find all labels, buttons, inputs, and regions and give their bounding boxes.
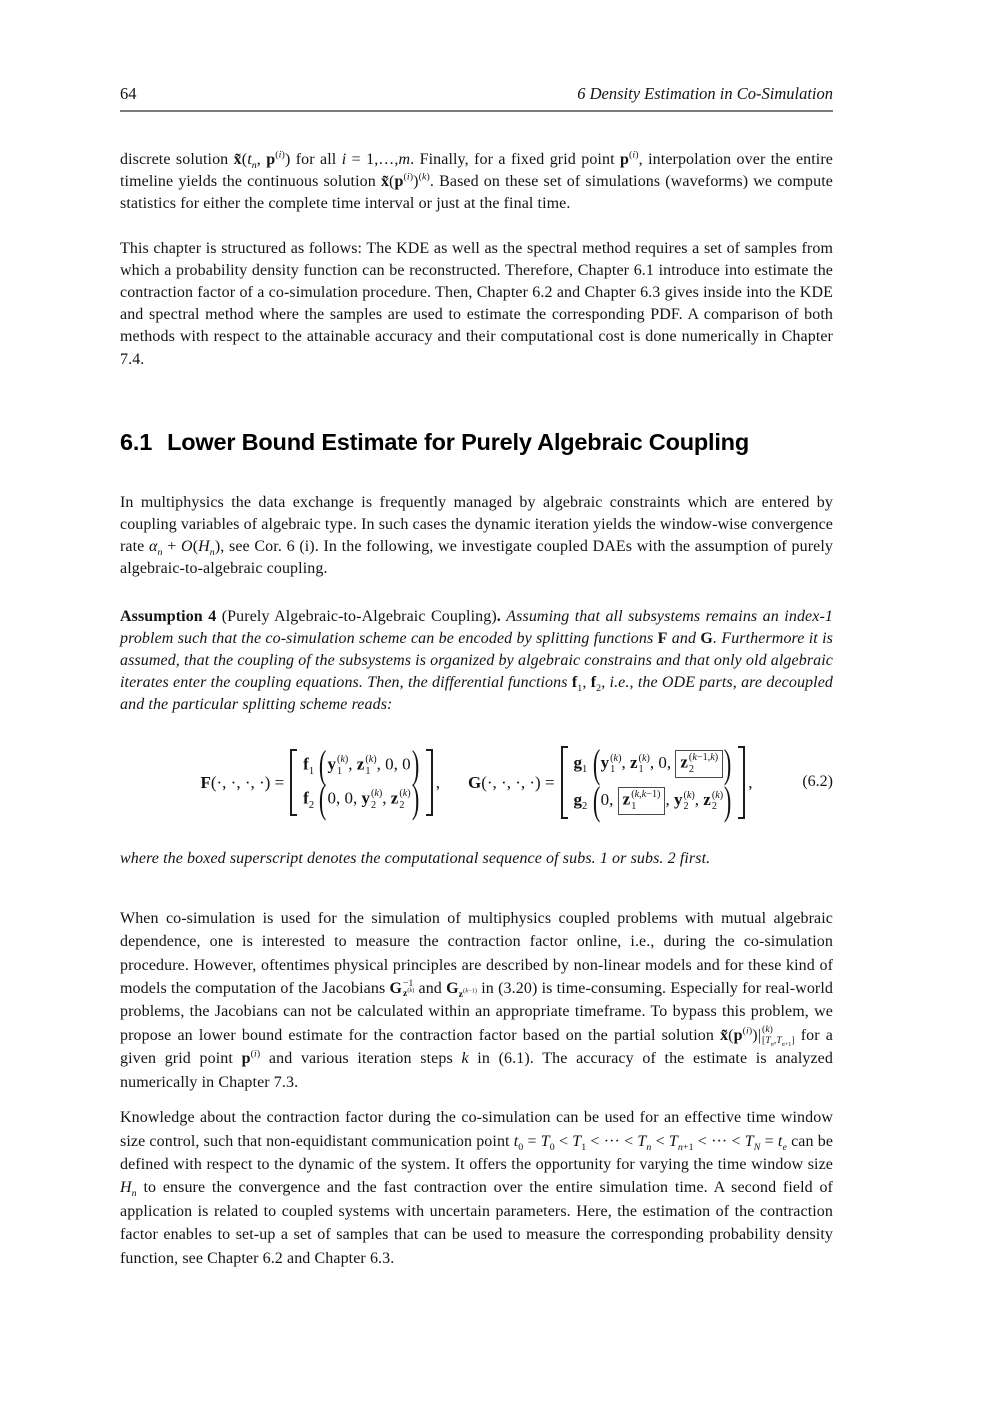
page-number: 64 (120, 84, 137, 103)
left-bracket (561, 746, 568, 819)
section-number: 6.1 (120, 428, 153, 455)
paragraph-continuation: discrete solution $x̃(t_n$, $p^{(i)}$) for all i = 1,…,m. Finally, for a fixed grid point $p^{(i)}$, interpolation over the entire timeline yields the continuous solution $x̃(p^{(i)})^{(k)}$. Based on these set of simulations (waveforms) we compute statistics for either the complete time interval or just at the final time. (120, 149, 833, 213)
equation-6-2 (120, 733, 833, 833)
equation-comma: , (435, 772, 440, 792)
paragraph-chapter-structure: This chapter is structured as follows: The KDE as well as the spectral method requires a set of samples from which a probability density function can be reconstructed. Therefore, Chapter 6.1 introduce into estimate the contraction factor of a co-simulation procedure. Then, Chapter 6.2 and Chapter 6.3 gives inside into the KDE and spectral method where the samples are used to estimate the corresponding PDF. A comparison of both methods with respect to the attainable accuracy and their computational cost is done numerically in Chapter 7.4. (120, 239, 833, 368)
running-chapter-title: 6 Density Estimation in Co-Simulation (577, 84, 833, 103)
equation-lhs-F: F(·, ·, ·, ·) = (200, 772, 285, 792)
matrix-F (290, 741, 433, 822)
right-bracket (738, 746, 745, 819)
header-rule (120, 110, 833, 112)
paragraph-multiphysics: In multiphysics the data exchange is frequently managed by algebraic constraints which are entered by coupling variables of algebraic type. In such cases the dynamic iteration yields the window-wise convergence rate $\alpha_n + O(H_n)$, see Cor. 6 (i). In the following, we investigate coupled DAEs with the assumption of purely algebraic-to-algebraic coupling. (120, 493, 833, 578)
equation-lhs-G: G(·, ·, ·, ·) = (468, 772, 555, 792)
section-heading (120, 429, 833, 456)
equation-comma: , (748, 772, 753, 792)
assumption-block: Assumption 4 (Purely Algebraic-to-Algebraic Coupling). Assuming that all subsystems remains an index-1 problem such that the co-simulation scheme can be encoded by splitting functions F and G. Furthermore it is assumed, that the coupling of the subsystems is organized by algebraic constrains and that only old algebraic iterates enter the coupling equations. Then, the differential functions $f_1$, $f_2$, i.e., the ODE parts, are decoupled and the particular splitting scheme reads: (120, 607, 834, 714)
paragraph-contraction-factor: When co-simulation is used for the simulation of multiphysics coupled problems with mutual algebraic dependence, one is interested to measure the contraction factor online, i.e., during the co-simulation procedure. However, oftentimes physical principles are described by non-linear models and for these kind of models the computation of the Jacobians G −1 $z^{(k)}$ and $G_{z^{(k-1)}}$ in (3.20) is time-consuming. Especially for real-world problems, the Jacobians can not be calculated within an appropriate timeframe. To bypass this problem, we propose an lower bound estimate for the contraction factor based on the partial solution $x̃(p^{(i)})|$ (k) $[T_n,T_{n+1}]$ for a given grid point $p^{(i)}$ and various iteration steps k in (6.1). The accuracy of the estimate is analyzed numerically in Chapter 7.3. (120, 909, 833, 1091)
right-bracket (426, 749, 433, 816)
matrix-G-row-2: $g_2$ (0, z (k,k−1) 1 , y (k) 2 , z (k) 2 ) (573, 777, 732, 823)
matrix-F-row-1: $f_1$ (y (k) 1 , z (k) 1 , 0, 0) (303, 741, 419, 788)
paragraph-time-window-control: Knowledge about the contraction factor during the co-simulation can be used for an effective time window size control, such that non-equidistant communication point $t_0 = T_0 < T_1$ < ··· < $T_n < T_{n+1}$ < ··· < $T_N = t_e$ can be defined with respect to the dynamic of the system. It offers the opportunity for varying the time window size $H_n$ to ensure the convergence and the fast contraction over the entire simulation time. A second field of application is related to coupled systems with uncertain parameters. Here, the estimation of the contraction factor enables to set-up a set of samples that can be used to measure the corresponding probability density function, see Chapter 6.2 and Chapter 6.3. (120, 1109, 834, 1267)
equation-note: where the boxed superscript denotes the computational sequence of subs. 1 or subs. 2 first. (120, 849, 711, 867)
left-bracket (290, 749, 297, 816)
matrix-G-row-1: $g_1$ (y (k) 1 , z (k) 1 , 0, z (k−1,k) 2 ) (573, 740, 732, 787)
equation-body (200, 740, 753, 823)
equation-number: (6.2) (802, 772, 833, 790)
page-header (120, 84, 833, 104)
section-title: Lower Bound Estimate for Purely Algebraic Coupling (167, 428, 749, 455)
matrix-G (561, 740, 746, 823)
matrix-F-row-2: $f_2$ (0, 0, y (k) 2 , z (k) 2 ) (303, 775, 419, 822)
